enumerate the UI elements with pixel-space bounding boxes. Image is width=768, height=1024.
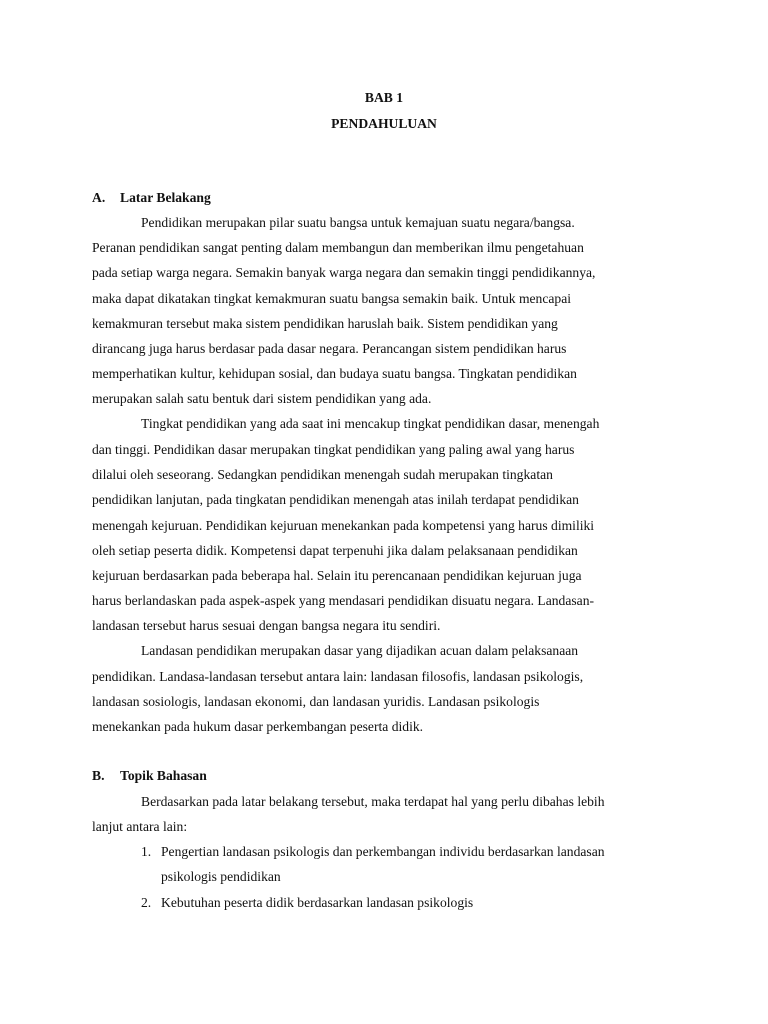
paragraph-line: Tingkat pendidikan yang ada saat ini mencakup tingkat pendidikan dasar, menengah [141,416,600,431]
paragraph-line: landasan sosiologis, landasan ekonomi, dan landasan yuridis. Landasan psikologis [92,694,540,709]
paragraph-line: pendidikan. Landasa-landasan tersebut antara lain: landasan filosofis, landasan psikologis, [92,669,584,684]
section-b-heading [92,768,392,784]
paragraph-line: pada setiap warga negara. Semakin banyak warga negara dan semakin tinggi pendidikannya, [92,265,596,280]
paragraph-line: kejuruan berdasarkan pada beberapa hal. Selain itu perencanaan pendidikan kejuruan juga [92,568,582,583]
paragraph-line: pendidikan lanjutan, pada tingkatan pendidikan menengah atas inilah terdapat pendidikan [92,492,579,507]
paragraph-line: harus berlandaskan pada aspek-aspek yang mendasari pendidikan disuatu negara. Landasan- [92,593,595,608]
paragraph-line: dan tinggi. Pendidikan dasar merupakan tingkat pendidikan yang paling awal yang harus [92,442,575,457]
paragraph-line: maka dapat dikatakan tingkat kemakmuran suatu bangsa semakin baik. Untuk mencapai [92,291,572,306]
paragraph-line: merupakan salah satu bentuk dari sistem pendidikan yang ada. [92,391,432,406]
paragraph-line: landasan tersebut harus sesuai dengan bangsa negara itu sendiri. [92,618,441,633]
paragraph-line: dirancang juga harus berdasar pada dasar negara. Perancangan sistem pendidikan harus [92,341,567,356]
paragraph-line: Landasan pendidikan merupakan dasar yang dijadikan acuan dalam pelaksanaan [141,643,579,658]
section-a-letter: A. [92,190,106,205]
section-a-title: Latar Belakang [120,190,211,205]
section-a-heading [92,190,392,206]
paragraph-line: dilalui oleh seseorang. Sedangkan pendidikan menengah sudah merupakan tingkatan [92,467,553,482]
section-b-letter: B. [92,768,105,783]
paragraph-line: lanjut antara lain: [92,819,188,834]
section-b-title: Topik Bahasan [120,768,207,783]
list-item-number: 2. [141,895,152,910]
paragraph-line: oleh setiap peserta didik. Kompetensi dapat terpenuhi jika dalam pelaksanaan pendidikan [92,543,578,558]
list-item-number: 1. [141,844,152,859]
paragraph-line: menekankan pada hukum dasar perkembangan peserta didik. [92,719,424,734]
paragraph-line: memperhatikan kultur, kehidupan sosial, dan budaya suatu bangsa. Tingkatan pendidikan [92,366,577,381]
list-item-text: Kebutuhan peserta didik berdasarkan landasan psikologis [161,895,474,910]
paragraph-line: Peranan pendidikan sangat penting dalam membangun dan memberikan ilmu pengetahuan [92,240,584,255]
paragraph-line: menengah kejuruan. Pendidikan kejuruan menekankan pada kompetensi yang harus dimiliki [92,518,595,533]
list-item-text: psikologis pendidikan [161,869,281,884]
chapter-title: PENDAHULUAN [331,116,437,131]
paragraph-line: kemakmuran tersebut maka sistem pendidikan haruslah baik. Sistem pendidikan yang [92,316,558,331]
paragraph-line: Pendidikan merupakan pilar suatu bangsa untuk kemajuan suatu negara/bangsa. [141,215,575,230]
list-item-text: Pengertian landasan psikologis dan perkembangan individu berdasarkan landasan [161,844,605,859]
paragraph-line: Berdasarkan pada latar belakang tersebut, maka terdapat hal yang perlu dibahas lebih [141,794,605,809]
chapter-number: BAB 1 [364,90,404,105]
